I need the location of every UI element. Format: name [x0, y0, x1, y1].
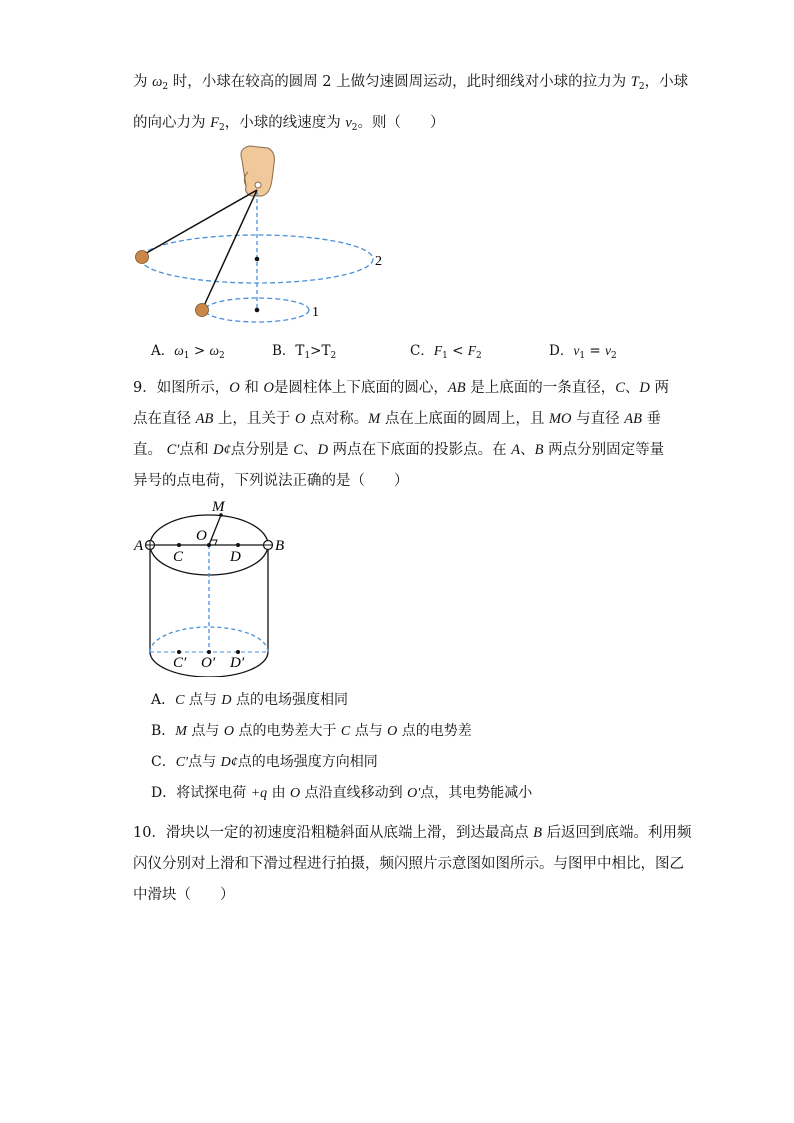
q8-option-c[interactable]: C．$F_1 < F_2$ — [410, 343, 482, 361]
label-b: B — [275, 538, 285, 554]
label-circle-1: 1 — [312, 305, 319, 320]
q10-line-1: 10．滑块以一定的初速度沿粗糙斜面从底端上滑，到达最高点 B 后返回到底端。利用频 — [133, 825, 692, 841]
q9-option-b[interactable]: B．M 点与 O 点的电势差大于 C 点与 O 点的电势差 — [151, 723, 472, 739]
q9-option-c[interactable]: C．C′点与 D¢点的电场强度方向相同 — [151, 754, 378, 770]
hand-icon — [241, 146, 274, 196]
label-c: C — [173, 549, 184, 565]
label-d: D — [230, 549, 241, 565]
label-circle-2: 2 — [375, 254, 382, 269]
q8-line-2: 的向心力为 $F_2$，小球的线速度为 $v_2$。则（ ） — [133, 115, 445, 133]
q8-option-d[interactable]: D．$v_1 = v_2$ — [549, 343, 617, 361]
q8-option-b[interactable]: B．$T_1>T_2$ — [272, 343, 337, 361]
label-a: A — [134, 538, 144, 554]
q10-line-3: 中滑块（ ） — [133, 887, 235, 903]
q9-option-a[interactable]: A．C 点与 D 点的电场强度相同 — [151, 692, 348, 708]
label-d-prime: D′ — [230, 655, 245, 671]
q8-line-1: 为 $\omega_2$ 时，小球在较高的圆周 2 上做匀速圆周运动，此时细线对小球的拉力为 $T_2$，小球 — [133, 74, 689, 92]
label-o-prime: O′ — [201, 655, 216, 671]
q9-line-3: 直。 C′点和 D¢点分别是 C、D 两点在下底面的投影点。在 A、B 两点分别固定等量 — [133, 442, 665, 458]
q10-line-2: 闪仪分别对上滑和下滑过程进行拍摄，频闪照片示意图如图所示。与图甲中相比，图乙 — [133, 856, 684, 872]
q9-line-4: 异号的点电荷，下列说法正确的是（ ） — [133, 473, 409, 489]
conical-pendulum-figure — [130, 142, 390, 327]
label-c-prime: C′ — [173, 655, 187, 671]
ball-lower — [196, 304, 209, 317]
q9-option-d[interactable]: D．将试探电荷 +q 由 O 点沿直线移动到 O′点，其电势能减小 — [151, 785, 533, 801]
cylinder-figure — [132, 497, 292, 677]
q9-line-1: 9．如图所示，O 和 O是圆柱体上下底面的圆心，AB 是上底面的一条直径，C、D 两 — [133, 380, 670, 396]
q8-option-a[interactable]: A．$\omega_1 > \omega_2$ — [151, 343, 225, 361]
q9-line-2: 点在直径 AB 上，且关于 O 点对称。M 点在上底面的圆周上，且 MO 与直径 AB 垂 — [133, 411, 662, 427]
label-m: M — [212, 499, 225, 515]
label-o: O — [196, 528, 207, 544]
ball-upper — [136, 251, 149, 264]
